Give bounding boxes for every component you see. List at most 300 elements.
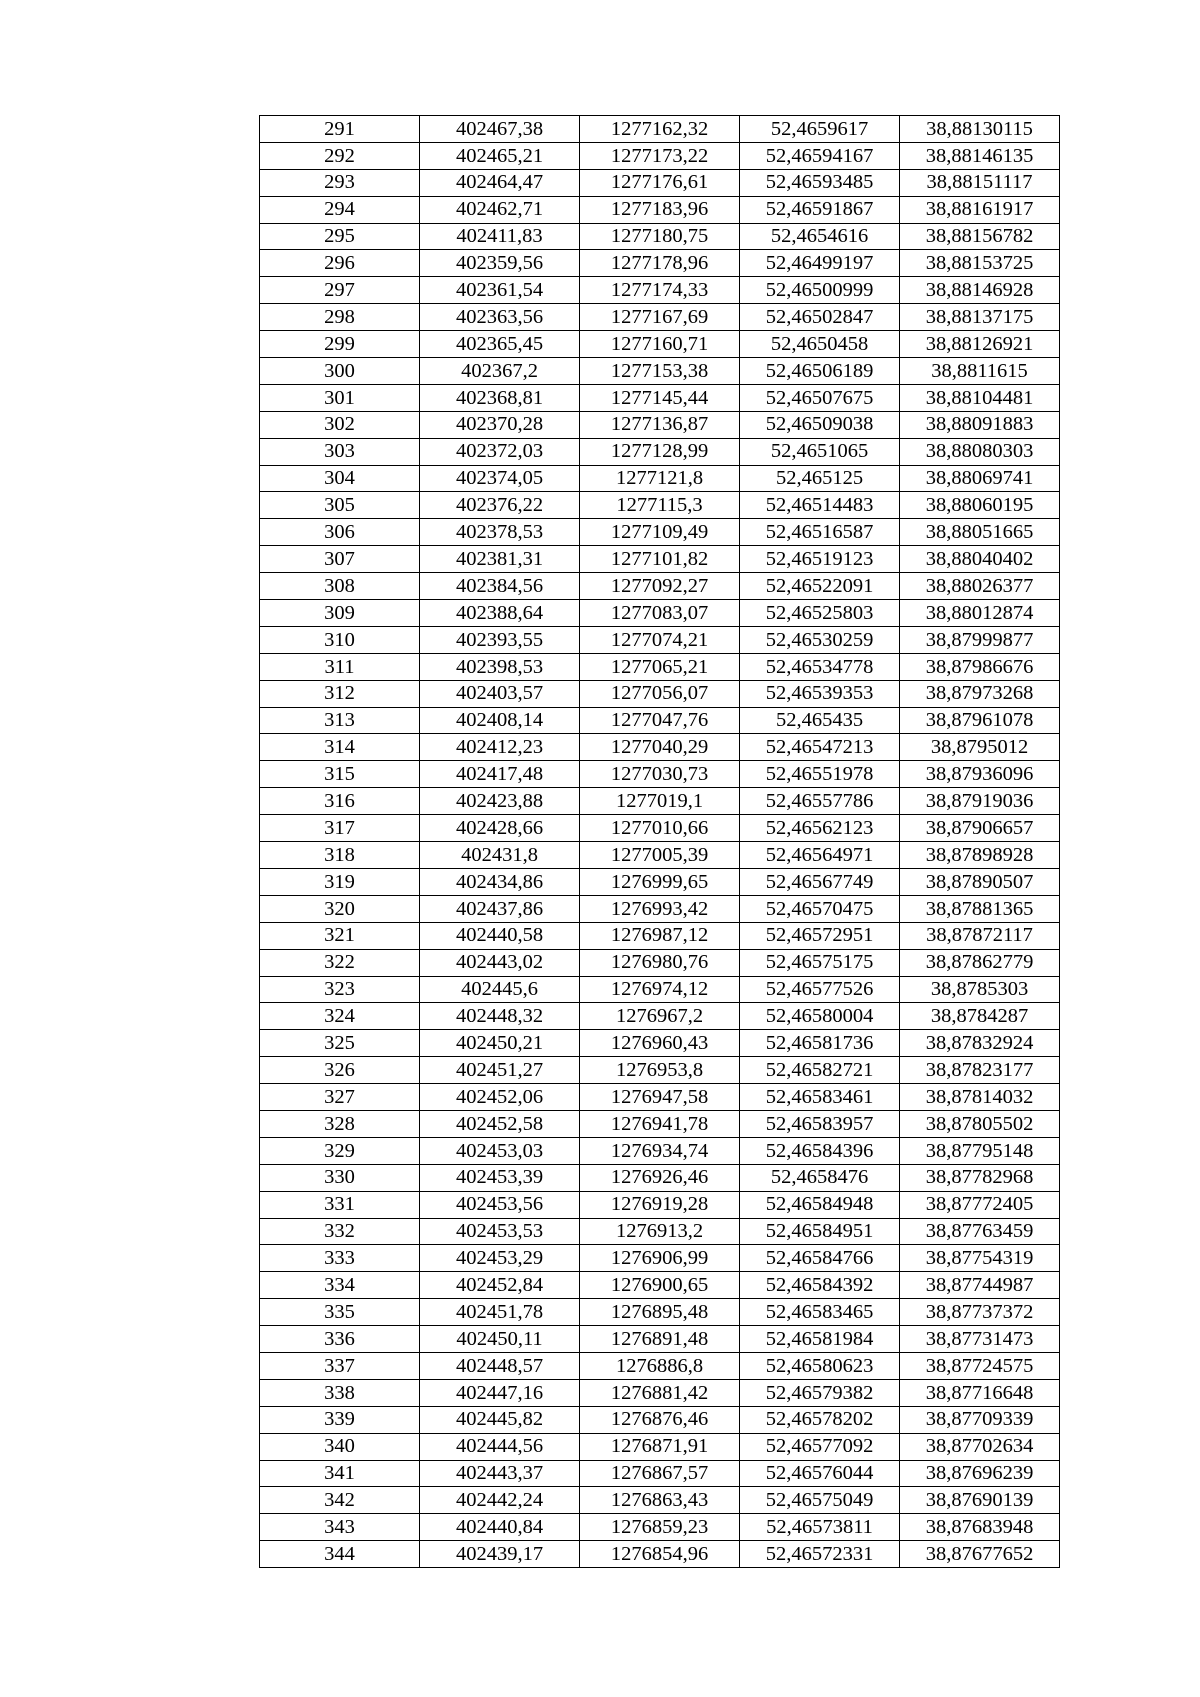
table-row xyxy=(260,438,1060,465)
longitude-cell: 38,87696239 xyxy=(900,1460,1060,1487)
point-number-cell: 317 xyxy=(260,815,420,842)
y-coordinate-cell: 1277040,29 xyxy=(580,734,740,761)
table-row xyxy=(260,1057,1060,1084)
y-coordinate-cell: 1277030,73 xyxy=(580,761,740,788)
y-coordinate-cell: 1277121,8 xyxy=(580,465,740,492)
y-coordinate-cell: 1276967,2 xyxy=(580,1003,740,1030)
table-row xyxy=(260,1379,1060,1406)
y-coordinate-cell: 1277183,96 xyxy=(580,196,740,223)
y-coordinate-cell: 1276886,8 xyxy=(580,1352,740,1379)
point-number-cell: 301 xyxy=(260,384,420,411)
x-coordinate-cell: 402408,14 xyxy=(420,707,580,734)
longitude-cell: 38,87772405 xyxy=(900,1191,1060,1218)
y-coordinate-cell: 1276895,48 xyxy=(580,1299,740,1326)
table-row xyxy=(260,680,1060,707)
table-row xyxy=(260,1299,1060,1326)
table-row xyxy=(260,1191,1060,1218)
longitude-cell: 38,87881365 xyxy=(900,895,1060,922)
y-coordinate-cell: 1277136,87 xyxy=(580,411,740,438)
longitude-cell: 38,88026377 xyxy=(900,573,1060,600)
table-row xyxy=(260,1541,1060,1568)
y-coordinate-cell: 1277128,99 xyxy=(580,438,740,465)
x-coordinate-cell: 402376,22 xyxy=(420,492,580,519)
point-number-cell: 341 xyxy=(260,1460,420,1487)
table-row xyxy=(260,1030,1060,1057)
x-coordinate-cell: 402444,56 xyxy=(420,1433,580,1460)
table-row xyxy=(260,1245,1060,1272)
point-number-cell: 308 xyxy=(260,573,420,600)
table-row xyxy=(260,976,1060,1003)
latitude-cell: 52,465125 xyxy=(740,465,900,492)
latitude-cell: 52,46557786 xyxy=(740,788,900,815)
table-row xyxy=(260,142,1060,169)
latitude-cell: 52,46499197 xyxy=(740,250,900,277)
latitude-cell: 52,46579382 xyxy=(740,1379,900,1406)
longitude-cell: 38,87724575 xyxy=(900,1352,1060,1379)
table-row xyxy=(260,653,1060,680)
point-number-cell: 304 xyxy=(260,465,420,492)
latitude-cell: 52,46506189 xyxy=(740,358,900,385)
x-coordinate-cell: 402363,56 xyxy=(420,304,580,331)
longitude-cell: 38,87702634 xyxy=(900,1433,1060,1460)
latitude-cell: 52,46564971 xyxy=(740,842,900,869)
longitude-cell: 38,88080303 xyxy=(900,438,1060,465)
y-coordinate-cell: 1276934,74 xyxy=(580,1137,740,1164)
longitude-cell: 38,88040402 xyxy=(900,546,1060,573)
y-coordinate-cell: 1277047,76 xyxy=(580,707,740,734)
y-coordinate-cell: 1276891,48 xyxy=(580,1326,740,1353)
point-number-cell: 294 xyxy=(260,196,420,223)
point-number-cell: 299 xyxy=(260,331,420,358)
x-coordinate-cell: 402361,54 xyxy=(420,277,580,304)
latitude-cell: 52,46584392 xyxy=(740,1272,900,1299)
y-coordinate-cell: 1276999,65 xyxy=(580,868,740,895)
y-coordinate-cell: 1276960,43 xyxy=(580,1030,740,1057)
table-row xyxy=(260,1352,1060,1379)
x-coordinate-cell: 402453,39 xyxy=(420,1164,580,1191)
latitude-cell: 52,46576044 xyxy=(740,1460,900,1487)
table-row xyxy=(260,492,1060,519)
longitude-cell: 38,88156782 xyxy=(900,223,1060,250)
point-number-cell: 340 xyxy=(260,1433,420,1460)
point-number-cell: 332 xyxy=(260,1218,420,1245)
longitude-cell: 38,87973268 xyxy=(900,680,1060,707)
x-coordinate-cell: 402359,56 xyxy=(420,250,580,277)
table-row xyxy=(260,1137,1060,1164)
longitude-cell: 38,87906657 xyxy=(900,815,1060,842)
x-coordinate-cell: 402448,57 xyxy=(420,1352,580,1379)
point-number-cell: 314 xyxy=(260,734,420,761)
table-row xyxy=(260,1460,1060,1487)
x-coordinate-cell: 402443,37 xyxy=(420,1460,580,1487)
y-coordinate-cell: 1277174,33 xyxy=(580,277,740,304)
table-row xyxy=(260,1326,1060,1353)
x-coordinate-cell: 402451,78 xyxy=(420,1299,580,1326)
table-row xyxy=(260,600,1060,627)
x-coordinate-cell: 402465,21 xyxy=(420,142,580,169)
point-number-cell: 305 xyxy=(260,492,420,519)
point-number-cell: 333 xyxy=(260,1245,420,1272)
y-coordinate-cell: 1276941,78 xyxy=(580,1110,740,1137)
latitude-cell: 52,46562123 xyxy=(740,815,900,842)
latitude-cell: 52,465435 xyxy=(740,707,900,734)
longitude-cell: 38,87737372 xyxy=(900,1299,1060,1326)
latitude-cell: 52,46519123 xyxy=(740,546,900,573)
longitude-cell: 38,8811615 xyxy=(900,358,1060,385)
table-row xyxy=(260,546,1060,573)
y-coordinate-cell: 1276854,96 xyxy=(580,1541,740,1568)
latitude-cell: 52,46594167 xyxy=(740,142,900,169)
x-coordinate-cell: 402367,2 xyxy=(420,358,580,385)
longitude-cell: 38,87872117 xyxy=(900,922,1060,949)
y-coordinate-cell: 1276974,12 xyxy=(580,976,740,1003)
longitude-cell: 38,88126921 xyxy=(900,331,1060,358)
latitude-cell: 52,46567749 xyxy=(740,868,900,895)
latitude-cell: 52,46593485 xyxy=(740,169,900,196)
x-coordinate-cell: 402388,64 xyxy=(420,600,580,627)
point-number-cell: 335 xyxy=(260,1299,420,1326)
point-number-cell: 342 xyxy=(260,1487,420,1514)
longitude-cell: 38,87754319 xyxy=(900,1245,1060,1272)
longitude-cell: 38,87961078 xyxy=(900,707,1060,734)
longitude-cell: 38,87898928 xyxy=(900,842,1060,869)
point-number-cell: 336 xyxy=(260,1326,420,1353)
x-coordinate-cell: 402445,6 xyxy=(420,976,580,1003)
y-coordinate-cell: 1277178,96 xyxy=(580,250,740,277)
longitude-cell: 38,8785303 xyxy=(900,976,1060,1003)
point-number-cell: 297 xyxy=(260,277,420,304)
x-coordinate-cell: 402417,48 xyxy=(420,761,580,788)
table-row xyxy=(260,573,1060,600)
longitude-cell: 38,88060195 xyxy=(900,492,1060,519)
latitude-cell: 52,46516587 xyxy=(740,519,900,546)
latitude-cell: 52,46580623 xyxy=(740,1352,900,1379)
point-number-cell: 321 xyxy=(260,922,420,949)
longitude-cell: 38,88104481 xyxy=(900,384,1060,411)
latitude-cell: 52,46572331 xyxy=(740,1541,900,1568)
point-number-cell: 291 xyxy=(260,116,420,143)
point-number-cell: 306 xyxy=(260,519,420,546)
x-coordinate-cell: 402447,16 xyxy=(420,1379,580,1406)
y-coordinate-cell: 1276953,8 xyxy=(580,1057,740,1084)
longitude-cell: 38,87744987 xyxy=(900,1272,1060,1299)
latitude-cell: 52,4650458 xyxy=(740,331,900,358)
latitude-cell: 52,46525803 xyxy=(740,600,900,627)
table-row xyxy=(260,519,1060,546)
longitude-cell: 38,88146135 xyxy=(900,142,1060,169)
table-row xyxy=(260,626,1060,653)
y-coordinate-cell: 1276906,99 xyxy=(580,1245,740,1272)
point-number-cell: 315 xyxy=(260,761,420,788)
x-coordinate-cell: 402434,86 xyxy=(420,868,580,895)
x-coordinate-cell: 402440,84 xyxy=(420,1514,580,1541)
point-number-cell: 339 xyxy=(260,1406,420,1433)
point-number-cell: 292 xyxy=(260,142,420,169)
y-coordinate-cell: 1276993,42 xyxy=(580,895,740,922)
x-coordinate-cell: 402431,8 xyxy=(420,842,580,869)
point-number-cell: 300 xyxy=(260,358,420,385)
x-coordinate-cell: 402412,23 xyxy=(420,734,580,761)
table-row xyxy=(260,895,1060,922)
y-coordinate-cell: 1277173,22 xyxy=(580,142,740,169)
x-coordinate-cell: 402403,57 xyxy=(420,680,580,707)
x-coordinate-cell: 402439,17 xyxy=(420,1541,580,1568)
latitude-cell: 52,46507675 xyxy=(740,384,900,411)
longitude-cell: 38,87862779 xyxy=(900,949,1060,976)
latitude-cell: 52,46581736 xyxy=(740,1030,900,1057)
y-coordinate-cell: 1276867,57 xyxy=(580,1460,740,1487)
longitude-cell: 38,87795148 xyxy=(900,1137,1060,1164)
y-coordinate-cell: 1277092,27 xyxy=(580,573,740,600)
x-coordinate-cell: 402398,53 xyxy=(420,653,580,680)
x-coordinate-cell: 402374,05 xyxy=(420,465,580,492)
y-coordinate-cell: 1277074,21 xyxy=(580,626,740,653)
table-row xyxy=(260,734,1060,761)
latitude-cell: 52,46547213 xyxy=(740,734,900,761)
y-coordinate-cell: 1276876,46 xyxy=(580,1406,740,1433)
point-number-cell: 295 xyxy=(260,223,420,250)
point-number-cell: 331 xyxy=(260,1191,420,1218)
x-coordinate-cell: 402450,11 xyxy=(420,1326,580,1353)
y-coordinate-cell: 1277176,61 xyxy=(580,169,740,196)
x-coordinate-cell: 402453,56 xyxy=(420,1191,580,1218)
latitude-cell: 52,4658476 xyxy=(740,1164,900,1191)
point-number-cell: 325 xyxy=(260,1030,420,1057)
y-coordinate-cell: 1277101,82 xyxy=(580,546,740,573)
longitude-cell: 38,88012874 xyxy=(900,600,1060,627)
coordinates-table xyxy=(259,115,1060,1568)
longitude-cell: 38,87782968 xyxy=(900,1164,1060,1191)
x-coordinate-cell: 402393,55 xyxy=(420,626,580,653)
longitude-cell: 38,88091883 xyxy=(900,411,1060,438)
latitude-cell: 52,46573811 xyxy=(740,1514,900,1541)
x-coordinate-cell: 402462,71 xyxy=(420,196,580,223)
latitude-cell: 52,46577526 xyxy=(740,976,900,1003)
point-number-cell: 320 xyxy=(260,895,420,922)
longitude-cell: 38,87832924 xyxy=(900,1030,1060,1057)
point-number-cell: 318 xyxy=(260,842,420,869)
longitude-cell: 38,88153725 xyxy=(900,250,1060,277)
table-row xyxy=(260,1514,1060,1541)
table-row xyxy=(260,788,1060,815)
latitude-cell: 52,46580004 xyxy=(740,1003,900,1030)
table-row xyxy=(260,250,1060,277)
latitude-cell: 52,46581984 xyxy=(740,1326,900,1353)
latitude-cell: 52,4659617 xyxy=(740,116,900,143)
point-number-cell: 296 xyxy=(260,250,420,277)
latitude-cell: 52,46583957 xyxy=(740,1110,900,1137)
longitude-cell: 38,8795012 xyxy=(900,734,1060,761)
latitude-cell: 52,46509038 xyxy=(740,411,900,438)
x-coordinate-cell: 402440,58 xyxy=(420,922,580,949)
table-row xyxy=(260,922,1060,949)
longitude-cell: 38,87823177 xyxy=(900,1057,1060,1084)
x-coordinate-cell: 402445,82 xyxy=(420,1406,580,1433)
longitude-cell: 38,87890507 xyxy=(900,868,1060,895)
table-row xyxy=(260,277,1060,304)
table-row xyxy=(260,1433,1060,1460)
longitude-cell: 38,8784287 xyxy=(900,1003,1060,1030)
longitude-cell: 38,87999877 xyxy=(900,626,1060,653)
table-row xyxy=(260,1487,1060,1514)
x-coordinate-cell: 402451,27 xyxy=(420,1057,580,1084)
latitude-cell: 52,46514483 xyxy=(740,492,900,519)
x-coordinate-cell: 402452,06 xyxy=(420,1084,580,1111)
x-coordinate-cell: 402452,84 xyxy=(420,1272,580,1299)
table-row xyxy=(260,842,1060,869)
table-row xyxy=(260,1084,1060,1111)
y-coordinate-cell: 1276987,12 xyxy=(580,922,740,949)
point-number-cell: 343 xyxy=(260,1514,420,1541)
latitude-cell: 52,46584766 xyxy=(740,1245,900,1272)
table-row xyxy=(260,1272,1060,1299)
x-coordinate-cell: 402452,58 xyxy=(420,1110,580,1137)
latitude-cell: 52,46575049 xyxy=(740,1487,900,1514)
point-number-cell: 344 xyxy=(260,1541,420,1568)
latitude-cell: 52,46584396 xyxy=(740,1137,900,1164)
y-coordinate-cell: 1277065,21 xyxy=(580,653,740,680)
y-coordinate-cell: 1276863,43 xyxy=(580,1487,740,1514)
x-coordinate-cell: 402423,88 xyxy=(420,788,580,815)
x-coordinate-cell: 402384,56 xyxy=(420,573,580,600)
longitude-cell: 38,88161917 xyxy=(900,196,1060,223)
point-number-cell: 327 xyxy=(260,1084,420,1111)
y-coordinate-cell: 1277167,69 xyxy=(580,304,740,331)
longitude-cell: 38,87805502 xyxy=(900,1110,1060,1137)
x-coordinate-cell: 402411,83 xyxy=(420,223,580,250)
latitude-cell: 52,46522091 xyxy=(740,573,900,600)
point-number-cell: 328 xyxy=(260,1110,420,1137)
longitude-cell: 38,87683948 xyxy=(900,1514,1060,1541)
point-number-cell: 293 xyxy=(260,169,420,196)
latitude-cell: 52,46539353 xyxy=(740,680,900,707)
latitude-cell: 52,46582721 xyxy=(740,1057,900,1084)
latitude-cell: 52,46570475 xyxy=(740,895,900,922)
x-coordinate-cell: 402453,53 xyxy=(420,1218,580,1245)
table-row xyxy=(260,223,1060,250)
longitude-cell: 38,87716648 xyxy=(900,1379,1060,1406)
point-number-cell: 298 xyxy=(260,304,420,331)
table-row xyxy=(260,411,1060,438)
x-coordinate-cell: 402428,66 xyxy=(420,815,580,842)
point-number-cell: 330 xyxy=(260,1164,420,1191)
table-row xyxy=(260,384,1060,411)
x-coordinate-cell: 402467,38 xyxy=(420,116,580,143)
point-number-cell: 323 xyxy=(260,976,420,1003)
point-number-cell: 329 xyxy=(260,1137,420,1164)
point-number-cell: 324 xyxy=(260,1003,420,1030)
point-number-cell: 337 xyxy=(260,1352,420,1379)
table-row xyxy=(260,868,1060,895)
table-row xyxy=(260,761,1060,788)
x-coordinate-cell: 402450,21 xyxy=(420,1030,580,1057)
y-coordinate-cell: 1277019,1 xyxy=(580,788,740,815)
coordinates-table-body xyxy=(260,116,1060,1568)
point-number-cell: 303 xyxy=(260,438,420,465)
y-coordinate-cell: 1276919,28 xyxy=(580,1191,740,1218)
x-coordinate-cell: 402437,86 xyxy=(420,895,580,922)
table-row xyxy=(260,1406,1060,1433)
latitude-cell: 52,46584948 xyxy=(740,1191,900,1218)
latitude-cell: 52,46572951 xyxy=(740,922,900,949)
longitude-cell: 38,88130115 xyxy=(900,116,1060,143)
y-coordinate-cell: 1277083,07 xyxy=(580,600,740,627)
longitude-cell: 38,88151117 xyxy=(900,169,1060,196)
y-coordinate-cell: 1276859,23 xyxy=(580,1514,740,1541)
point-number-cell: 310 xyxy=(260,626,420,653)
latitude-cell: 52,46575175 xyxy=(740,949,900,976)
longitude-cell: 38,87936096 xyxy=(900,761,1060,788)
y-coordinate-cell: 1277160,71 xyxy=(580,331,740,358)
latitude-cell: 52,4654616 xyxy=(740,223,900,250)
latitude-cell: 52,46577092 xyxy=(740,1433,900,1460)
y-coordinate-cell: 1277109,49 xyxy=(580,519,740,546)
table-row xyxy=(260,465,1060,492)
x-coordinate-cell: 402464,47 xyxy=(420,169,580,196)
latitude-cell: 52,4651065 xyxy=(740,438,900,465)
point-number-cell: 313 xyxy=(260,707,420,734)
point-number-cell: 319 xyxy=(260,868,420,895)
point-number-cell: 307 xyxy=(260,546,420,573)
x-coordinate-cell: 402448,32 xyxy=(420,1003,580,1030)
latitude-cell: 52,46578202 xyxy=(740,1406,900,1433)
y-coordinate-cell: 1276926,46 xyxy=(580,1164,740,1191)
y-coordinate-cell: 1276881,42 xyxy=(580,1379,740,1406)
y-coordinate-cell: 1276871,91 xyxy=(580,1433,740,1460)
x-coordinate-cell: 402370,28 xyxy=(420,411,580,438)
longitude-cell: 38,88137175 xyxy=(900,304,1060,331)
longitude-cell: 38,87677652 xyxy=(900,1541,1060,1568)
y-coordinate-cell: 1276947,58 xyxy=(580,1084,740,1111)
table-row xyxy=(260,358,1060,385)
longitude-cell: 38,87763459 xyxy=(900,1218,1060,1245)
point-number-cell: 309 xyxy=(260,600,420,627)
table-row xyxy=(260,1110,1060,1137)
longitude-cell: 38,87709339 xyxy=(900,1406,1060,1433)
y-coordinate-cell: 1276900,65 xyxy=(580,1272,740,1299)
longitude-cell: 38,87919036 xyxy=(900,788,1060,815)
point-number-cell: 338 xyxy=(260,1379,420,1406)
latitude-cell: 52,46551978 xyxy=(740,761,900,788)
point-number-cell: 302 xyxy=(260,411,420,438)
x-coordinate-cell: 402381,31 xyxy=(420,546,580,573)
x-coordinate-cell: 402365,45 xyxy=(420,331,580,358)
table-row xyxy=(260,1164,1060,1191)
latitude-cell: 52,46584951 xyxy=(740,1218,900,1245)
x-coordinate-cell: 402368,81 xyxy=(420,384,580,411)
latitude-cell: 52,46583461 xyxy=(740,1084,900,1111)
table-row xyxy=(260,815,1060,842)
x-coordinate-cell: 402372,03 xyxy=(420,438,580,465)
x-coordinate-cell: 402443,02 xyxy=(420,949,580,976)
y-coordinate-cell: 1277162,32 xyxy=(580,116,740,143)
longitude-cell: 38,88069741 xyxy=(900,465,1060,492)
latitude-cell: 52,46502847 xyxy=(740,304,900,331)
table-row xyxy=(260,331,1060,358)
longitude-cell: 38,88051665 xyxy=(900,519,1060,546)
table-row xyxy=(260,949,1060,976)
latitude-cell: 52,46530259 xyxy=(740,626,900,653)
point-number-cell: 322 xyxy=(260,949,420,976)
longitude-cell: 38,87731473 xyxy=(900,1326,1060,1353)
point-number-cell: 312 xyxy=(260,680,420,707)
y-coordinate-cell: 1277056,07 xyxy=(580,680,740,707)
point-number-cell: 316 xyxy=(260,788,420,815)
y-coordinate-cell: 1276913,2 xyxy=(580,1218,740,1245)
y-coordinate-cell: 1277153,38 xyxy=(580,358,740,385)
latitude-cell: 52,46583465 xyxy=(740,1299,900,1326)
longitude-cell: 38,87690139 xyxy=(900,1487,1060,1514)
